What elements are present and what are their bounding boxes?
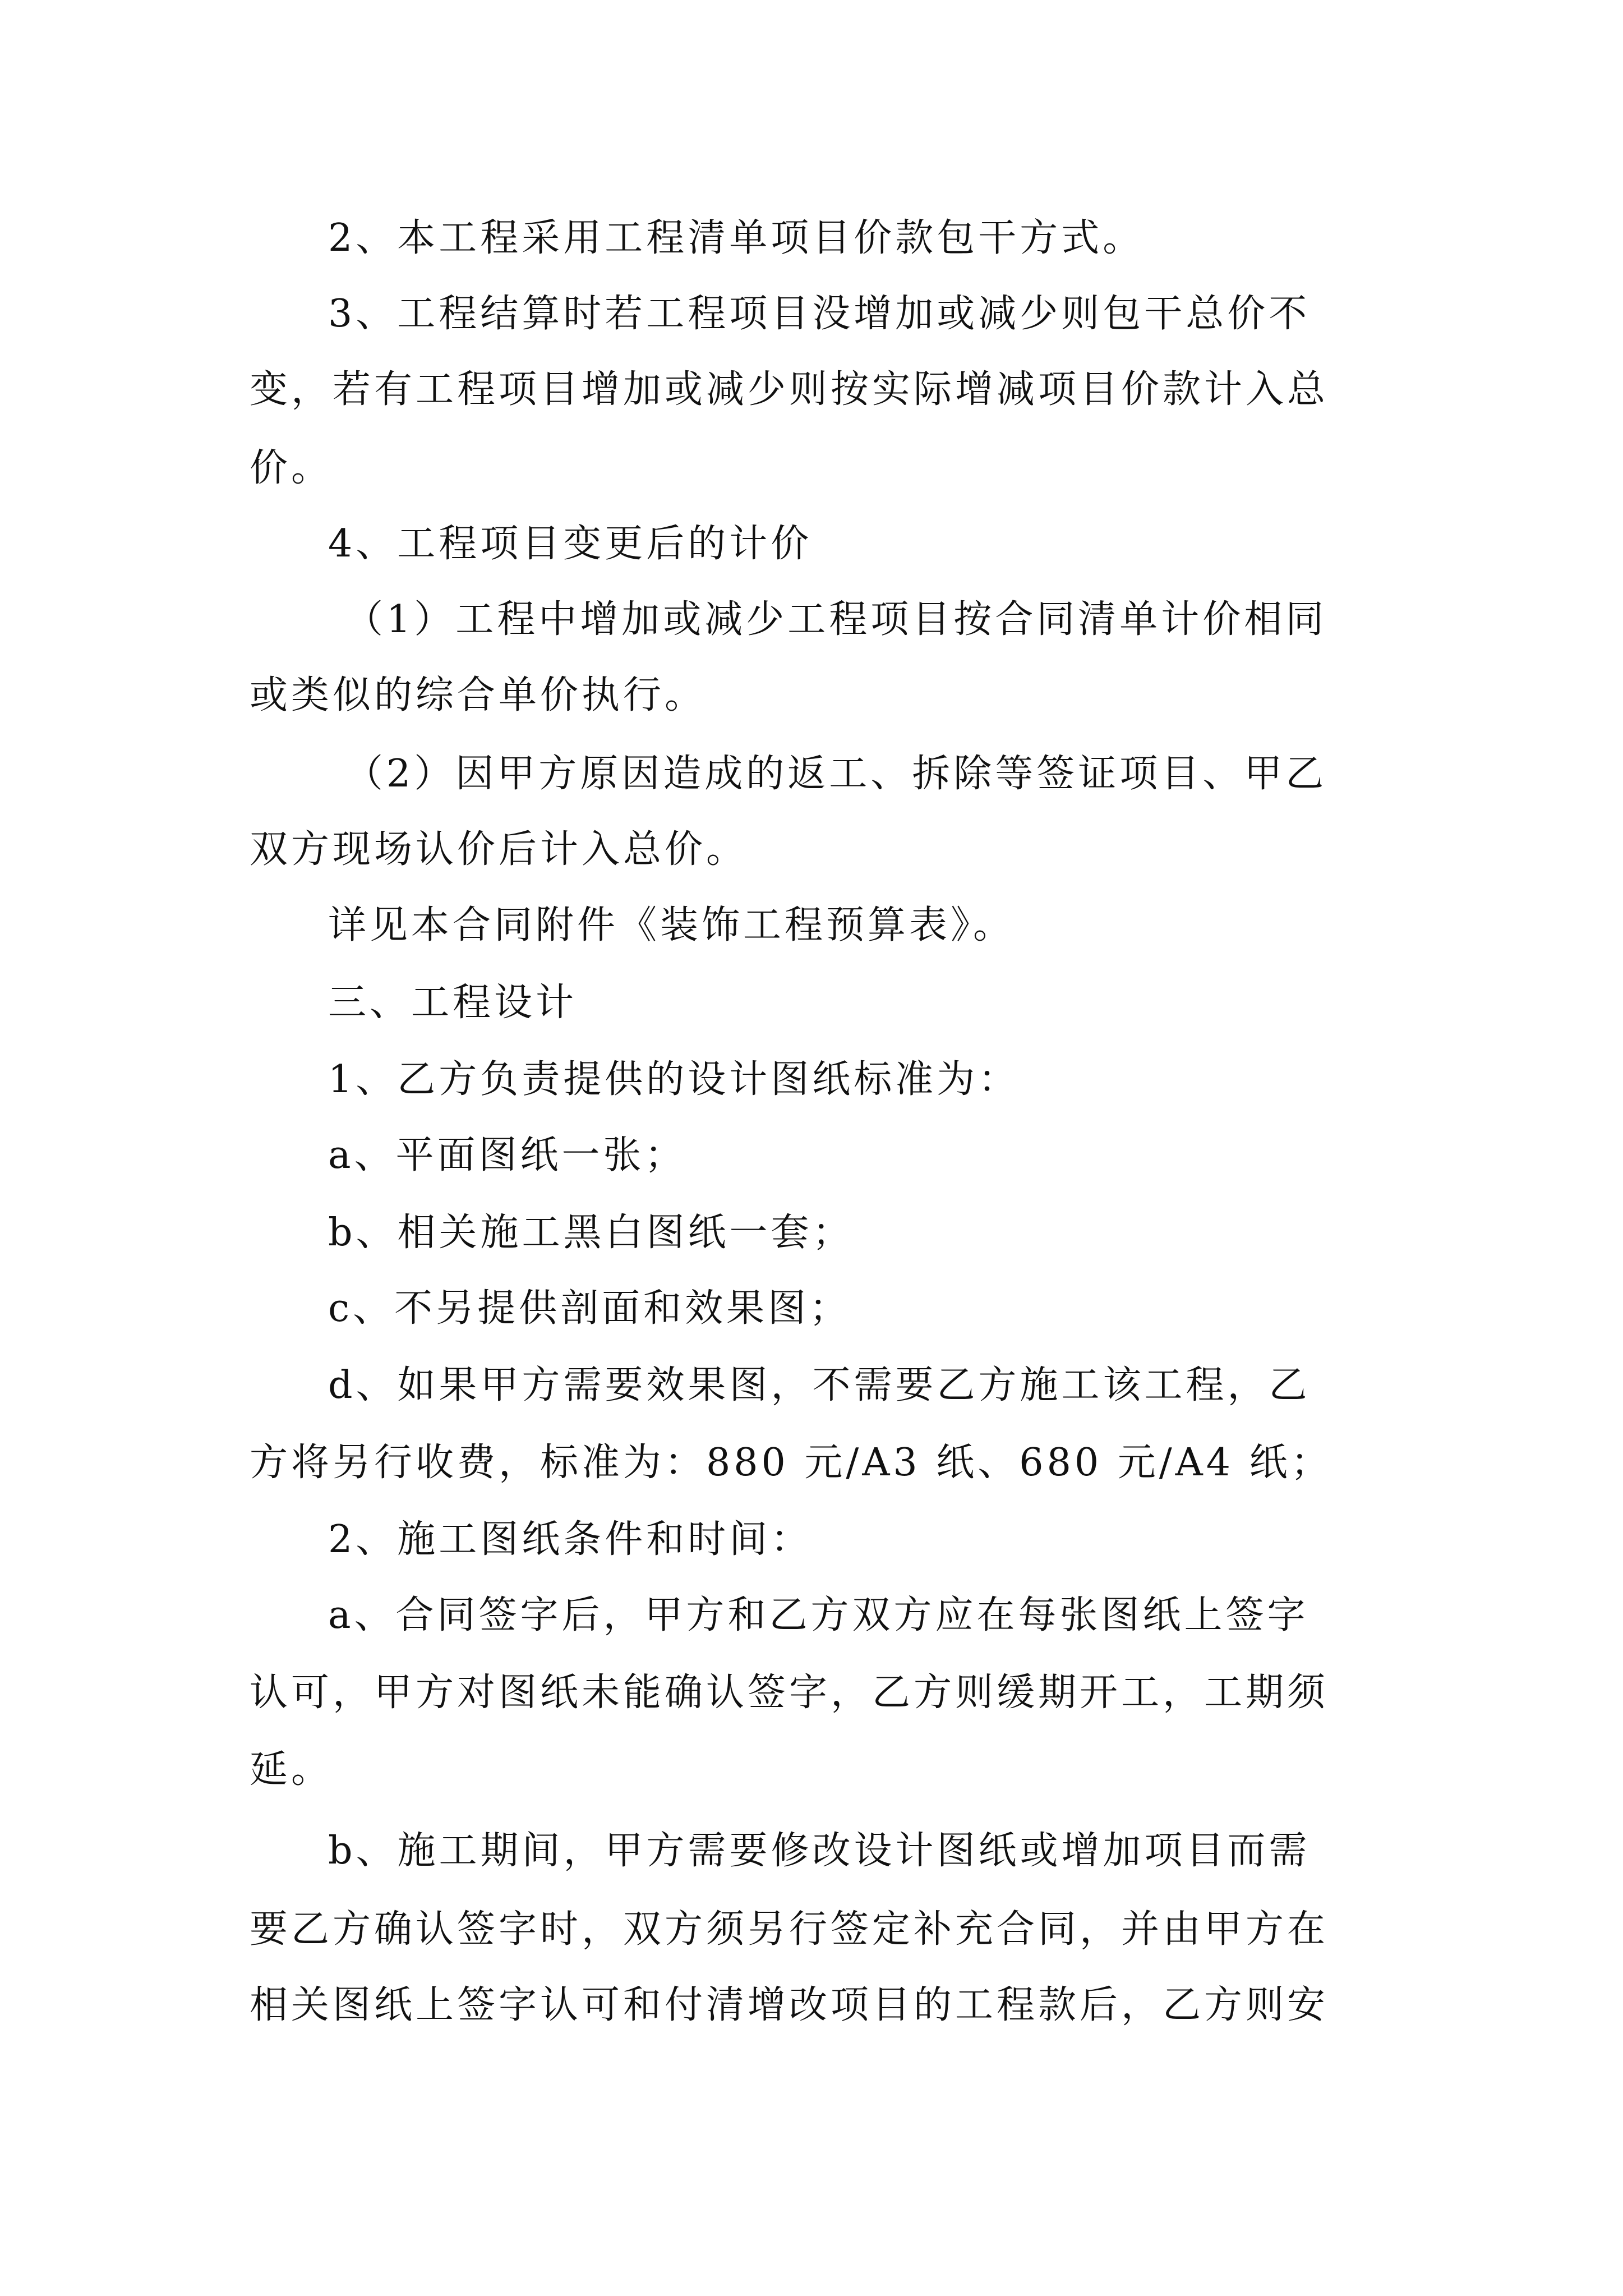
text-line: 认可，甲方对图纸未能确认签字，乙方则缓期开工，工期须 — [250, 1671, 1329, 1715]
text-line: 方将另行收费，标准为：880 元/A3 纸、680 元/A4 纸； — [250, 1441, 1332, 1485]
text-line: b、施工期间，甲方需要修改设计图纸或增加项目而需 — [328, 1829, 1311, 1873]
text-line: d、如果甲方需要效果图，不需要乙方施工该工程，乙 — [328, 1363, 1311, 1407]
text-line: （1）工程中增加或减少工程项目按合同清单计价相同 — [345, 597, 1327, 642]
text-line: 1、乙方负责提供的设计图纸标准为： — [328, 1057, 1020, 1102]
text-line: c、不另提供剖面和效果图； — [328, 1286, 851, 1331]
text-line: a、合同签字后，甲方和乙方双方应在每张图纸上签字 — [328, 1593, 1309, 1637]
text-line: 双方现场认价后计入总价。 — [250, 827, 748, 872]
text-line: （2）因甲方原因造成的返工、拆除等签证项目、甲乙 — [345, 752, 1327, 796]
text-line: 2、施工图纸条件和时间： — [328, 1517, 813, 1562]
text-line: 2、本工程采用工程清单项目价款包干方式。 — [328, 216, 1145, 260]
text-line: a、平面图纸一张； — [328, 1133, 686, 1177]
text-line: 或类似的综合单价执行。 — [250, 673, 707, 717]
text-line: 3、工程结算时若工程项目没增加或减少则包干总价不 — [328, 292, 1311, 336]
text-line: 要乙方确认签字时，双方须另行签定补充合同，并由甲方在 — [250, 1907, 1329, 1952]
text-line: 详见本合同附件《装饰工程预算表》。 — [328, 903, 1015, 947]
text-line: 相关图纸上签字认可和付清增改项目的工程款后，乙方则安 — [250, 1983, 1329, 2027]
text-line: 延。 — [250, 1747, 333, 1792]
text-line: 价。 — [250, 446, 333, 490]
section-heading: 三、工程设计 — [328, 981, 578, 1025]
text-line: b、相关施工黑白图纸一套； — [328, 1211, 854, 1255]
text-line: 变，若有工程项目增加或减少则按实际增减项目价款计入总 — [250, 367, 1329, 412]
text-line: 4、工程项目变更后的计价 — [328, 522, 813, 566]
